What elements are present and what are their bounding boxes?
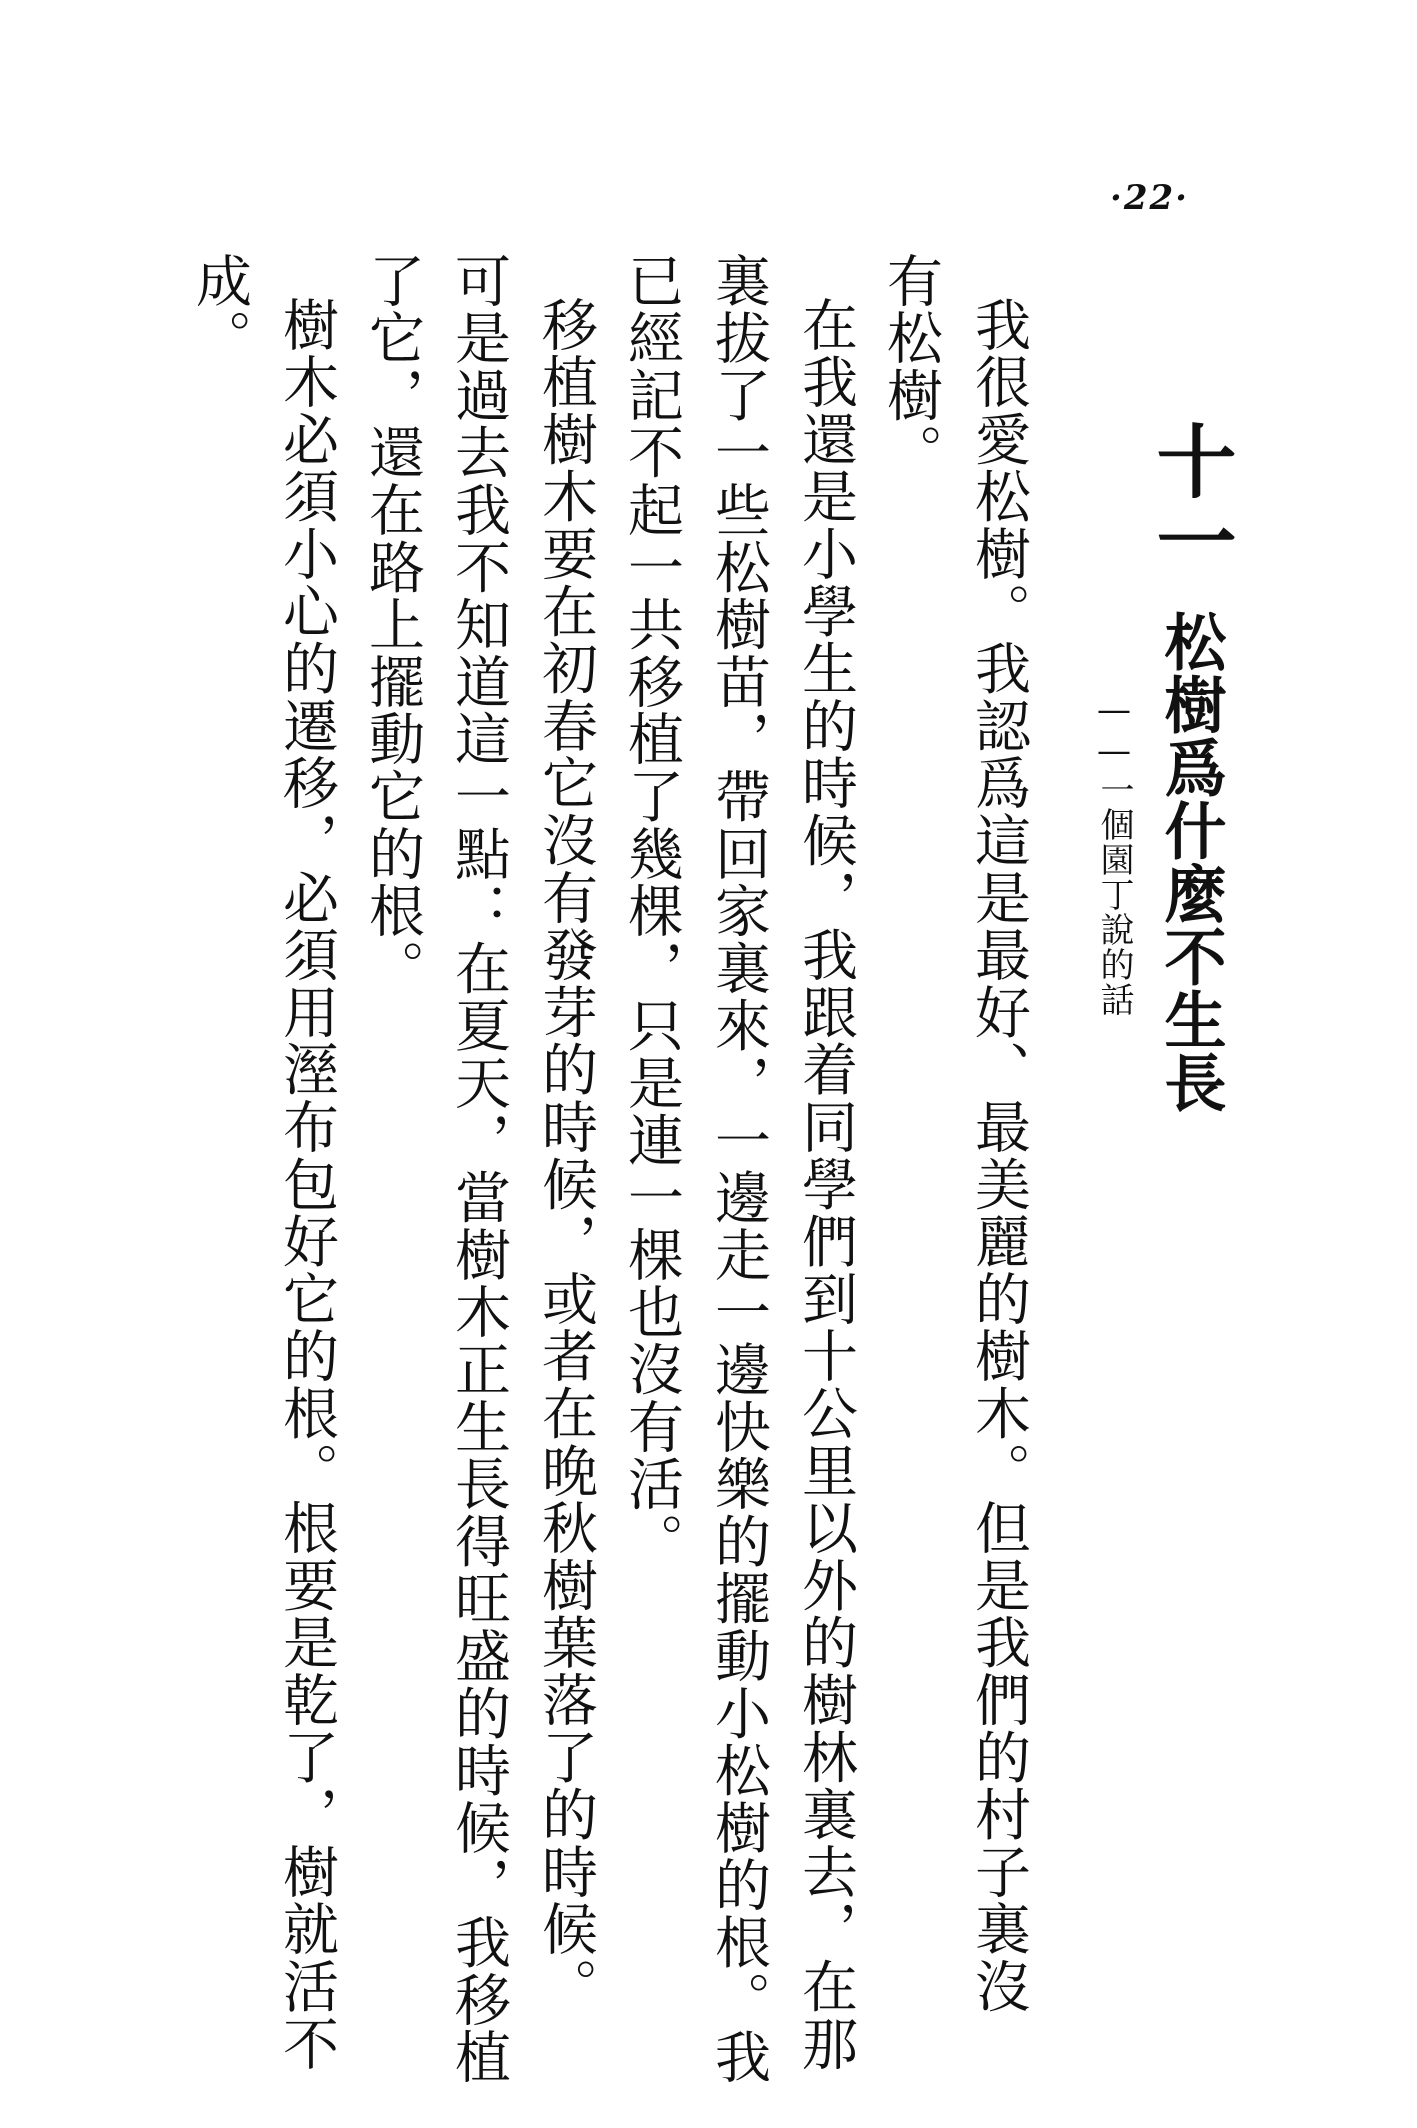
body-line: 了它，還在路上擺動它的根。: [360, 252, 425, 997]
chapter-subtitle: ——一個園丁說的話: [1094, 690, 1134, 1017]
body-line: 已經記不起一共移植了幾棵，只是連一棵也沒有活。: [619, 252, 684, 1570]
chapter-number: 十一: [1143, 420, 1237, 580]
body-line: 在我還是小學生的時候，我跟着同學們到十公里以外的樹林裏去，在那: [793, 296, 858, 2073]
body-line: 樹木必須小心的遷移，必須用溼布包好它的根。根要是乾了，樹就活不: [274, 296, 339, 2073]
page-number: ·22·: [1110, 178, 1189, 218]
body-line: 成。: [187, 252, 252, 367]
body-line: 裏拔了一些松樹苗，帶回家裏來，一邊走一邊快樂的擺動小松樹的根。我: [706, 252, 771, 2086]
chapter-title: 松樹爲什麼不生長: [1154, 610, 1227, 1114]
body-line: 我很愛松樹。我認爲這是最好、最美麗的樹木。但是我們的村子裏沒: [966, 296, 1031, 2015]
body-line: 可是過去我不知道這一點：在夏天，當樹木正生長得旺盛的時候，我移植: [446, 252, 511, 2086]
body-line: 有松樹。: [878, 252, 943, 482]
body-line: 移植樹木要在初春它沒有發芽的時候，或者在晚秋樹葉落了的時候。: [533, 296, 598, 2015]
